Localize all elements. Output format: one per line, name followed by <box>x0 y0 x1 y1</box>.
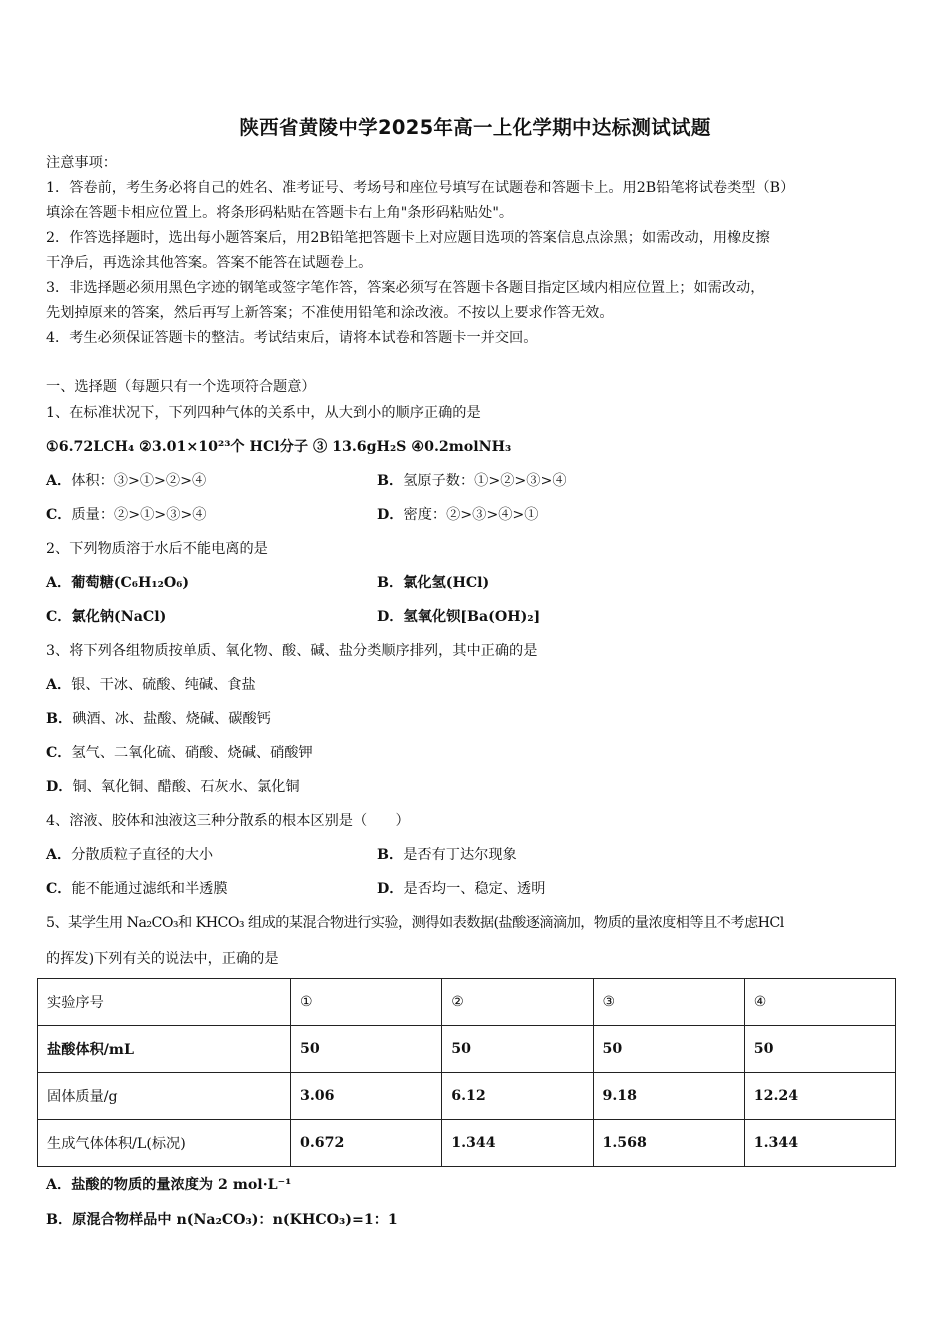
q3-option-a <box>46 674 256 694</box>
q1-option-c <box>46 504 206 524</box>
option-text: 密度：②>③>④>① <box>403 507 539 523</box>
table-cell: 1.568 <box>593 1120 744 1167</box>
option-text: 是否均一、稳定、透明 <box>403 881 546 897</box>
question-1-given: ①6.72LCH₄ ②3.01×10²³个 HCl分子 ③ 13.6gH₂S ④0.2molNH₃ <box>46 439 512 455</box>
option-letter: A． <box>46 575 72 591</box>
q4-option-d <box>377 878 545 898</box>
table-cell: 6.12 <box>442 1073 593 1120</box>
q1-option-a <box>46 470 206 490</box>
notice-line: 2．作答选择题时，选出每小题答案后，用2B铅笔把答题卡上对应题目选项的答案信息点涂黑；如需改动，用橡皮擦 <box>46 230 770 246</box>
table-cell: 0.672 <box>291 1120 442 1167</box>
option-letter: C． <box>46 745 72 761</box>
q4-option-b <box>377 844 517 864</box>
option-letter: B． <box>377 575 404 591</box>
notice-line: 3．非选择题必须用黑色字迹的钢笔或签字笔作答，答案必须写在答题卡各题目指定区域内相应位置上；如需改动， <box>46 280 765 296</box>
table-header-cell: ① <box>291 979 442 1026</box>
q1-option-b <box>377 470 567 490</box>
option-letter: D． <box>377 881 404 897</box>
table-row-label: 生成气体体积/L(标况) <box>38 1120 291 1167</box>
table-header-cell: ② <box>442 979 593 1026</box>
table-row <box>38 1073 896 1120</box>
table-row <box>38 1120 896 1167</box>
q5-option-b <box>46 1209 398 1229</box>
section-title: 一、选择题（每题只有一个选项符合题意） <box>46 379 316 395</box>
table-row-label: 固体质量/g <box>38 1073 291 1120</box>
notice-line: 4．考生必须保证答题卡的整洁。考试结束后，请将本试卷和答题卡一并交回。 <box>46 330 538 346</box>
option-text: 葡萄糖(C₆H₁₂O₆) <box>71 575 190 591</box>
table-cell: 50 <box>744 1026 895 1073</box>
q1-option-d <box>377 504 538 524</box>
option-text: 氯化钠(NaCl) <box>71 609 167 625</box>
notice-line: 1．答卷前，考生务必将自己的姓名、准考证号、考场号和座位号填写在试题卷和答题卡上。用2B铅笔将试卷类型（B） <box>46 180 795 196</box>
q2-option-a <box>46 572 189 592</box>
option-letter: D． <box>377 609 404 625</box>
q5-option-a <box>46 1174 291 1194</box>
table-row-label: 盐酸体积/mL <box>38 1026 291 1073</box>
option-text: 是否有丁达尔现象 <box>403 847 517 863</box>
table-cell: 12.24 <box>744 1073 895 1120</box>
option-text: 分散质粒子直径的大小 <box>71 847 214 863</box>
question-1-stem: 1、在标准状况下，下列四种气体的关系中，从大到小的顺序正确的是 <box>46 405 481 421</box>
option-text: 氯化氢(HCl) <box>403 575 490 591</box>
q3-option-d <box>46 776 300 796</box>
table-cell: 9.18 <box>593 1073 744 1120</box>
table-header-cell: ③ <box>593 979 744 1026</box>
table-row <box>38 1026 896 1073</box>
notice-line: 先划掉原来的答案，然后再写上新答案；不准使用铅笔和涂改液。不按以上要求作答无效。 <box>46 305 614 321</box>
question-2-stem: 2、下列物质溶于水后不能电离的是 <box>46 541 268 557</box>
question-3-stem: 3、将下列各组物质按单质、氧化物、酸、碱、盐分类顺序排列，其中正确的是 <box>46 643 538 659</box>
option-text: 能不能通过滤纸和半透膜 <box>71 881 228 897</box>
table-cell: 3.06 <box>291 1073 442 1120</box>
q4-option-a <box>46 844 213 864</box>
table-header-row <box>38 979 896 1026</box>
question-5-stem: 5、某学生用 Na₂CO₃和 KHCO₃ 组成的某混合物进行实验，测得如表数据(盐酸逐滴滴加，物质的量浓度相等且不考虑HCl <box>46 915 784 931</box>
option-text: 铜、氧化铜、醋酸、石灰水、氯化铜 <box>72 779 300 795</box>
option-letter: B． <box>46 711 73 727</box>
option-text: 质量：②>①>③>④ <box>71 507 207 523</box>
option-letter: B． <box>377 847 404 863</box>
table-header-cell: ④ <box>744 979 895 1026</box>
option-letter: A． <box>46 677 72 693</box>
q4-option-c <box>46 878 228 898</box>
table-cell: 50 <box>291 1026 442 1073</box>
table-cell: 1.344 <box>744 1120 895 1167</box>
question-4-stem: 4、溶液、胶体和浊液这三种分散系的根本区别是（ ） <box>46 813 410 829</box>
option-letter: D． <box>46 779 73 795</box>
notice-heading: 注意事项： <box>46 155 117 171</box>
option-letter: C． <box>46 609 72 625</box>
table-cell: 1.344 <box>442 1120 593 1167</box>
option-text: 氢气、二氧化硫、硝酸、烧碱、硝酸钾 <box>71 745 313 761</box>
experiment-table <box>37 978 896 1167</box>
option-text: 氢原子数：①>②>③>④ <box>403 473 567 489</box>
q3-option-c <box>46 742 313 762</box>
notice-line: 干净后，再选涂其他答案。答案不能答在试题卷上。 <box>46 255 373 271</box>
option-text: 银、干冰、硫酸、纯碱、食盐 <box>71 677 256 693</box>
q2-option-b <box>377 572 489 592</box>
option-text: 盐酸的物质的量浓度为 2 mol·L⁻¹ <box>71 1177 292 1193</box>
option-letter: A． <box>46 1177 72 1193</box>
option-letter: B． <box>46 1212 73 1228</box>
table-cell: 50 <box>593 1026 744 1073</box>
option-text: 碘酒、冰、盐酸、烧碱、碳酸钙 <box>72 711 271 727</box>
q2-option-c <box>46 606 166 626</box>
page-title: 陕西省黄陵中学2025年高一上化学期中达标测试试题 <box>239 116 711 139</box>
option-letter: C． <box>46 881 72 897</box>
option-letter: A． <box>46 473 72 489</box>
table-cell: 50 <box>442 1026 593 1073</box>
option-text: 原混合物样品中 n(Na₂CO₃)：n(KHCO₃)=1：1 <box>72 1212 398 1228</box>
table-header-cell: 实验序号 <box>38 979 291 1026</box>
option-letter: A． <box>46 847 72 863</box>
option-letter: B． <box>377 473 404 489</box>
q2-option-d <box>377 606 540 626</box>
option-text: 体积：③>①>②>④ <box>71 473 207 489</box>
notice-line: 填涂在答题卡相应位置上。将条形码粘贴在答题卡右上角"条形码粘贴处"。 <box>46 205 514 221</box>
question-5-stem-cont: 的挥发)下列有关的说法中，正确的是 <box>46 951 279 967</box>
q3-option-b <box>46 708 271 728</box>
option-letter: C． <box>46 507 72 523</box>
option-letter: D． <box>377 507 404 523</box>
option-text: 氢氧化钡[Ba(OH)₂] <box>403 609 541 625</box>
